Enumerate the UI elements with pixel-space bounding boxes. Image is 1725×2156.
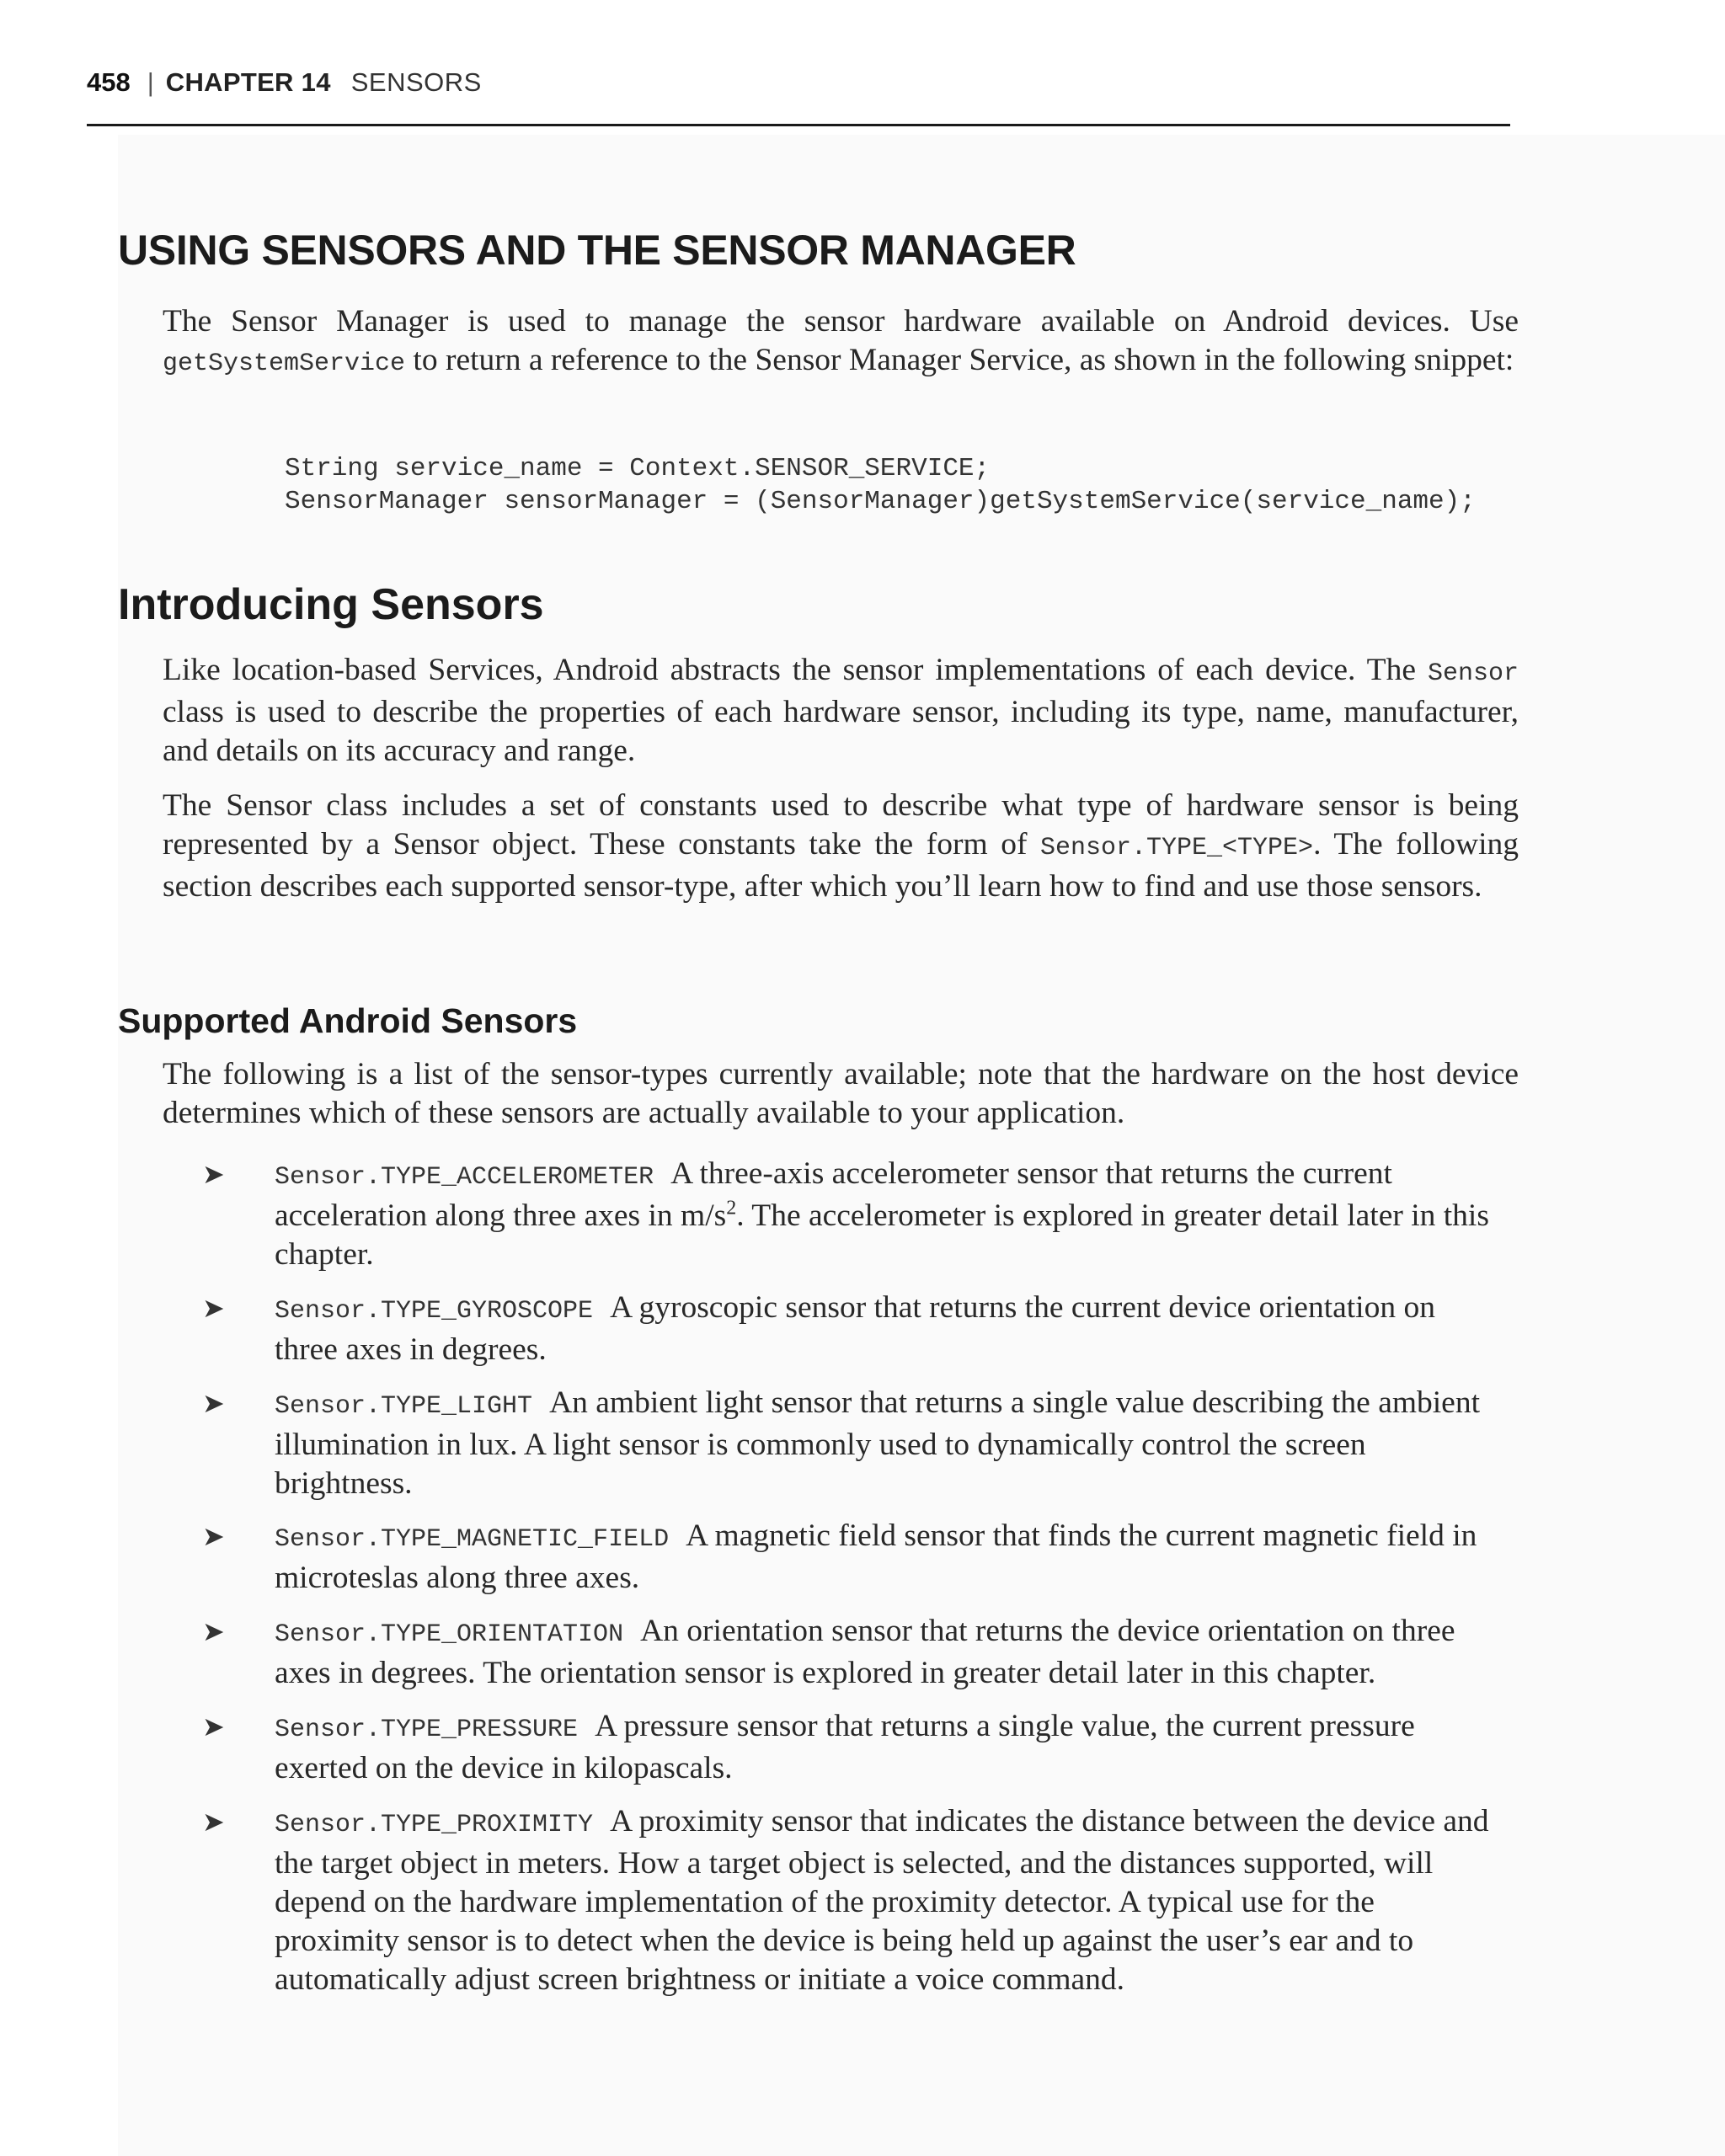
inline-code-sensor: Sensor	[1427, 659, 1519, 688]
paragraph-text: class is used to describe the properties of each hardware sensor, including its type, name, manufacturer, and details on its accuracy and range.	[163, 695, 1519, 768]
sensor-description: An orientation sensor that returns the device orientation on three axes in degrees. The orientation sensor is explored in greater detail later in this chapter.	[275, 1614, 1455, 1690]
supported-intro-paragraph: The following is a list of the sensor-types currently available; note that the hardware on the host device determines which of these sensors are actually available to your application.	[163, 1057, 1519, 1130]
list-item-text	[275, 1802, 1496, 1999]
code-line: SensorManager sensorManager = (SensorManager)getSystemService(service_name);	[285, 487, 1476, 516]
sensor-term: Sensor.TYPE_MAGNETIC_FIELD	[275, 1525, 670, 1554]
paragraph-text: . The following section describes each supported sensor-type, after which you’ll learn how to find and use those sensors.	[163, 827, 1519, 904]
chapter-label: CHAPTER 14	[165, 67, 331, 97]
arrow-bullet-icon: ➤	[202, 1158, 225, 1190]
list-item-text	[275, 1707, 1496, 1788]
page-number: 458	[87, 67, 131, 97]
list-item-text	[275, 1517, 1496, 1598]
sensor-description: A pressure sensor that returns a single value, the current pressure exerted on the device in kilopascals.	[275, 1709, 1415, 1785]
list-item-text	[275, 1289, 1496, 1369]
intro-text-1: The Sensor Manager is used to manage the sensor hardware available on Android devices. Use	[163, 304, 1519, 339]
sensor-description: A proximity sensor that indicates the distance between the device and the target object in meters. How a target object is selected, and the distances supported, will depend on the hardware implementation of the proximity detector. A typical use for the proximity sensor is to detect when the device is being held up against the user’s ear and to automatically adjust screen brightness or initiate a voice command.	[275, 1804, 1489, 1997]
code-snippet	[285, 452, 1476, 518]
arrow-bullet-icon: ➤	[202, 1292, 225, 1324]
list-item-text	[275, 1384, 1496, 1503]
sensor-term: Sensor.TYPE_ORIENTATION	[275, 1620, 624, 1649]
sensor-term: Sensor.TYPE_ACCELEROMETER	[275, 1163, 654, 1192]
introducing-paragraph-2	[163, 787, 1519, 906]
section-label: SENSORS	[350, 67, 482, 97]
arrow-bullet-icon: ➤	[202, 1387, 225, 1419]
arrow-bullet-icon: ➤	[202, 1615, 225, 1647]
sensor-term: Sensor.TYPE_PROXIMITY	[275, 1811, 594, 1839]
code-line: String service_name = Context.SENSOR_SERVICE;	[285, 454, 991, 483]
sensor-term: Sensor.TYPE_LIGHT	[275, 1392, 533, 1421]
arrow-bullet-icon: ➤	[202, 1520, 225, 1552]
intro-text-2: to return a reference to the Sensor Manager Service, as shown in the following snippet:	[405, 343, 1514, 377]
header-rule	[87, 124, 1510, 126]
section-heading: USING SENSORS AND THE SENSOR MANAGER	[118, 227, 1076, 274]
subsection-heading-introducing: Introducing Sensors	[118, 580, 544, 629]
intro-paragraph	[163, 302, 1519, 383]
inline-code-sensor-type: Sensor.TYPE_<TYPE>	[1040, 834, 1314, 862]
list-item-text	[275, 1612, 1496, 1693]
sensor-description: A gyroscopic sensor that returns the current device orientation on three axes in degrees.	[275, 1290, 1435, 1367]
sensor-description: An ambient light sensor that returns a single value describing the ambient illumination in lux. A light sensor is commonly used to dynamically control the screen brightness.	[275, 1385, 1480, 1501]
sensor-term: Sensor.TYPE_GYROSCOPE	[275, 1297, 594, 1326]
arrow-bullet-icon: ➤	[202, 1710, 225, 1742]
inline-code-getsystemservice: getSystemService	[163, 350, 406, 378]
sensor-description: A three-axis accelerometer sensor that returns the current acceleration along three axes in m/s	[275, 1156, 1392, 1233]
running-head-separator: |	[147, 67, 154, 97]
list-item-text	[275, 1155, 1496, 1274]
subsection-heading-supported: Supported Android Sensors	[118, 1001, 578, 1040]
arrow-bullet-icon: ➤	[202, 1806, 225, 1838]
paragraph-text: The Sensor class includes a set of constants used to describe what type of hardware sensor is being represented by a Sensor object. These constants take the form of	[163, 788, 1519, 862]
sensor-description: A magnetic field sensor that finds the current magnetic field in microteslas along three axes.	[275, 1518, 1477, 1595]
running-head	[87, 64, 1510, 101]
introducing-paragraph-1	[163, 651, 1519, 771]
sensor-description: . The accelerometer is explored in greater detail later in this chapter.	[275, 1198, 1489, 1272]
superscript: 2	[726, 1197, 737, 1219]
paragraph-text: Like location-based Services, Android abstracts the sensor implementations of each device. The	[163, 653, 1428, 687]
sensor-term: Sensor.TYPE_PRESSURE	[275, 1716, 579, 1744]
